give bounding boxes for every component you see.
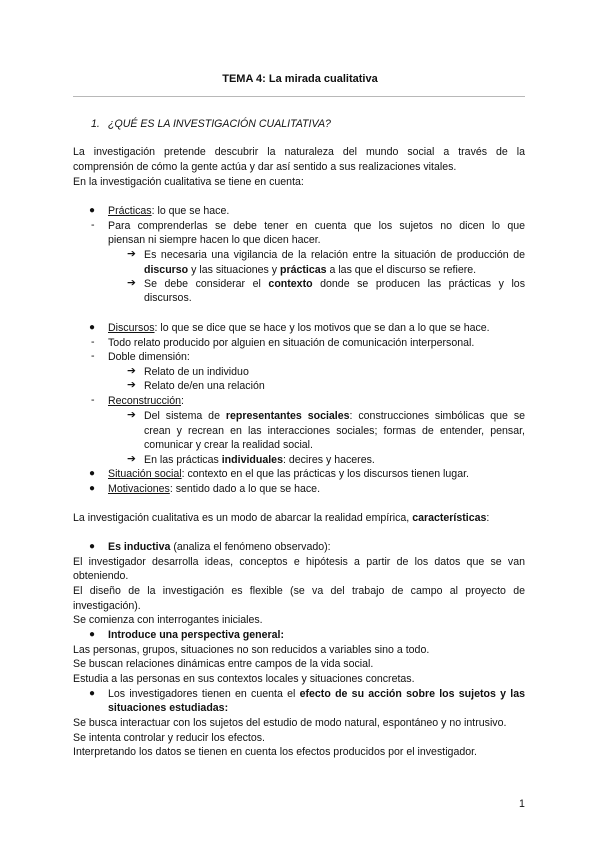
bold-term: contexto (268, 278, 313, 290)
dash-marker: - (91, 350, 95, 362)
intro-line: comprensión de cómo la gente actúa y dar así sentido a sus realizaciones vitales. (73, 161, 457, 173)
page-title: TEMA 4: La mirada cualitativa (222, 73, 378, 85)
list-line (144, 263, 476, 277)
bold-term: representantes sociales (225, 410, 350, 422)
paragraph-line: Se intenta controlar y reducir los efectos. (73, 732, 265, 744)
text: y las situaciones y (188, 264, 281, 276)
definition: : lo que se dice que se hace y los motivos que se dan a lo que se hace. (154, 322, 490, 334)
list-line: crean y recrean en las interacciones sociales; formas de entender, pensar, (144, 425, 525, 437)
paragraph-line: Se buscan relaciones dinámicas entre campos de la vida social. (73, 658, 374, 670)
text: Del sistema de (144, 410, 226, 422)
title-divider (73, 96, 525, 97)
paragraph-line: Se comienza con interrogantes iniciales. (73, 614, 263, 626)
paragraph-line: obteniendo. (73, 570, 129, 582)
list-item-general (108, 628, 284, 642)
list-line: Relato de un individuo (144, 366, 249, 378)
bold-term: prácticas (280, 264, 327, 276)
text: donde se producen las prácticas y los (312, 278, 525, 290)
list-line: piensan ni siempre hacen lo que dicen hacer. (108, 234, 321, 246)
paragraph-line: El diseño de la investigación es flexible (se va del trabajo de campo al proyecto de (73, 585, 525, 597)
text: : (486, 512, 490, 524)
paragraph (73, 511, 489, 525)
text: En las prácticas (144, 454, 222, 466)
arrow-right-icon: ➔ (127, 409, 136, 421)
dash-marker: - (91, 394, 95, 406)
list-line (108, 394, 184, 408)
arrow-right-icon: ➔ (127, 379, 136, 391)
paragraph-line: Estudia a las personas en sus contextos locales y situaciones concretas. (73, 673, 415, 685)
list-line: Es necesaria una vigilancia de la relación entre la situación de producción de (144, 249, 525, 261)
list-item-motivaciones (108, 482, 320, 496)
text: (analiza el fenómeno observado): (170, 541, 331, 553)
text: Se debe considerar el (144, 278, 269, 290)
text: La investigación cualitativa es un modo de abarcar la realidad empírica, (73, 512, 413, 524)
bold-term: situaciones estudiadas: (108, 702, 229, 714)
arrow-right-icon: ➔ (127, 277, 136, 289)
bullet-icon: ● (89, 688, 96, 699)
list-line: discursos. (144, 292, 192, 304)
arrow-right-icon: ➔ (127, 365, 136, 377)
arrow-right-icon: ➔ (127, 248, 136, 260)
list-line: Relato de/en una relación (144, 380, 265, 392)
list-item-inductiva (108, 540, 331, 554)
bullet-icon: ● (89, 629, 96, 640)
definition: : contexto en el que las prácticas y los discursos tienen lugar. (181, 468, 469, 480)
text: : decires y haceres. (282, 454, 375, 466)
section-heading: ¿QUÉ ES LA INVESTIGACIÓN CUALITATIVA? (108, 118, 331, 130)
list-line (144, 277, 525, 291)
text: a las que el discurso se refiere. (326, 264, 477, 276)
term: Discursos (108, 322, 155, 334)
text: : construcciones simbólicas que se (349, 410, 526, 422)
list-line (108, 701, 228, 715)
list-line: comunicar y crear la realidad social. (144, 439, 313, 451)
term: Motivaciones (108, 483, 170, 495)
list-line: Todo relato producido por alguien en situación de comunicación interpersonal. (108, 337, 475, 349)
bold-term: individuales (221, 454, 283, 466)
list-item-discursos (108, 321, 490, 335)
list-line: Para comprenderlas se debe tener en cuenta que los sujetos no dicen lo que (108, 220, 525, 232)
paragraph-line: El investigador desarrolla ideas, conceptos e hipótesis a partir de los datos que se van (73, 556, 525, 568)
bold-term: discurso (144, 264, 189, 276)
paragraph-line: Interpretando los datos se tienen en cuenta los efectos producidos por el investigador. (73, 746, 478, 758)
definition: : sentido dado a lo que se hace. (169, 483, 321, 495)
text: Los investigadores tienen en cuenta el (108, 688, 300, 700)
bullet-icon: ● (89, 205, 96, 216)
arrow-right-icon: ➔ (127, 453, 136, 465)
intro-line: La investigación pretende descubrir la naturaleza del mundo social a través de la (73, 146, 525, 158)
page-number: 1 (519, 798, 525, 810)
term: Situación social (108, 468, 182, 480)
list-line (144, 409, 525, 423)
paragraph-line: investigación). (73, 600, 141, 612)
list-item-situacion (108, 467, 469, 481)
bullet-icon: ● (89, 468, 96, 479)
text: : (181, 395, 184, 407)
bold-term: características (412, 512, 487, 524)
term: Prácticas (108, 205, 152, 217)
paragraph-line: Las personas, grupos, situaciones no son reducidos a variables sino a todo. (73, 644, 430, 656)
intro-line: En la investigación cualitativa se tiene en cuenta: (73, 176, 304, 188)
bullet-icon: ● (89, 483, 96, 494)
list-item-practicas (108, 204, 229, 218)
list-item-efecto (108, 687, 525, 701)
bold-term: Es inductiva (108, 541, 171, 553)
bullet-icon: ● (89, 541, 96, 552)
paragraph-line: Se busca interactuar con los sujetos del estudio de modo natural, espontáneo y no intrusivo. (73, 717, 507, 729)
list-line (144, 453, 375, 467)
dash-marker: - (91, 336, 95, 348)
definition: : lo que se hace. (151, 205, 230, 217)
bullet-icon: ● (89, 322, 96, 333)
list-line: Doble dimensión: (108, 351, 190, 363)
bold-term: Introduce una perspectiva general: (108, 629, 285, 641)
bold-term: efecto de su acción sobre los sujetos y las (299, 688, 525, 700)
section-number: 1. (91, 118, 100, 130)
term: Reconstrucción (108, 395, 182, 407)
dash-marker: - (91, 219, 95, 231)
